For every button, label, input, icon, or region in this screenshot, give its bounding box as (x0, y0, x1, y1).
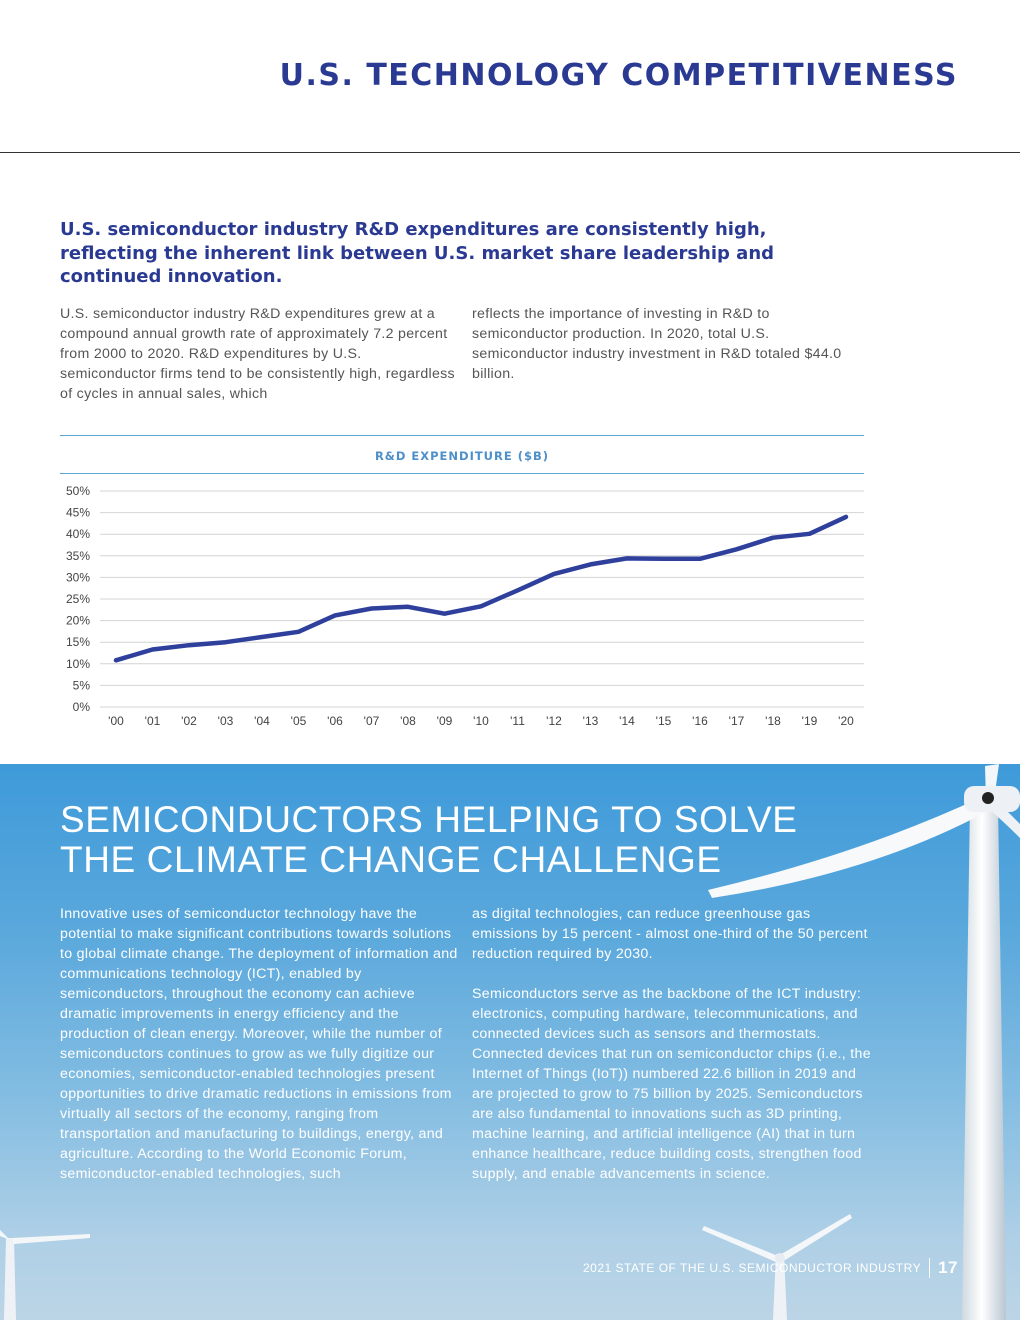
x-tick-label: '04 (254, 714, 270, 728)
x-tick-label: '06 (327, 714, 343, 728)
rd-headline: U.S. semiconductor industry R&D expenditures are consistently high, reflecting the inherent link between U.S. market share leadership and continued innovation. (60, 219, 775, 287)
y-tick-label: 40% (65, 527, 90, 542)
x-tick-label: '08 (400, 714, 416, 728)
climate-hero (0, 764, 1020, 1320)
y-tick-label: 0% (72, 700, 90, 714)
y-tick-label: 25% (65, 592, 90, 606)
y-tick-label: 45% (65, 505, 90, 520)
climate-body-right-p2: Semiconductors serve as the backbone of the ICT industry: electronics, computing hardware, telecommunications, and connected devices such as sensors and thermostats. Connected devices that run on semiconductor chips (i.e., the Internet of Things (IoT)) numbered 22.6 billion in 2019 and are projected to grow to 75 billion by 2025. Semiconductors are also fundamental to innovations such as 3D printing, machine learning, and artificial intelligence (AI) that in turn enhance healthcare, reduce building costs, strengthen food supply, and enable advancements in science. (472, 986, 871, 1182)
x-tick-label: '14 (619, 714, 635, 728)
x-tick-label: '12 (546, 714, 562, 728)
y-tick-label: 15% (65, 635, 90, 650)
x-tick-label: '01 (144, 714, 161, 728)
climate-title (60, 800, 820, 880)
y-tick-label: 20% (65, 613, 90, 628)
y-tick-label: 35% (65, 548, 90, 563)
x-tick-label: '20 (838, 714, 854, 728)
x-tick-label: '19 (801, 714, 818, 728)
header-divider (0, 152, 1020, 153)
y-tick-label: 50% (65, 484, 90, 498)
x-tick-label: '17 (728, 714, 745, 728)
rd-body-left: U.S. semiconductor industry R&D expenditures grew at a compound annual growth rate of approximately 7.2 percent from 2000 to 2020. R&D expenditures by U.S. semiconductor firms tend to be consistently high, regardless of cycles in annual sales, which (60, 306, 455, 402)
climate-body-left: Innovative uses of semiconductor technology have the potential to make significant contributions towards solutions to global climate change. The deployment of information and communications technology (ICT), enabled by semiconductors, throughout the economy can achieve dramatic improvements in energy efficiency and the production of clean energy. Moreover, while the number of semiconductors continues to grow as we fully digitize our economies, semiconductor-enabled technologies present opportunities to drive dramatic reductions in emissions from virtually all sectors of the economy, ranging from transportation and manufacturing to buildings, energy, and agriculture. According to the World Economic Forum, semiconductor-enabled technologies, such (60, 906, 458, 1182)
rd-expenditure-chart (0, 476, 1020, 740)
x-tick-label: '00 (108, 714, 124, 728)
page-number: 17 (938, 1258, 958, 1277)
y-tick-label: 5% (72, 678, 90, 693)
y-tick-label: 10% (65, 656, 90, 671)
x-tick-label: '09 (436, 714, 453, 728)
x-tick-label: '13 (582, 714, 599, 728)
series-line (116, 517, 846, 660)
chart-title: R&D EXPENDITURE ($B) (374, 449, 550, 463)
climate-body-right (472, 904, 872, 1204)
x-tick-label: '11 (510, 714, 525, 728)
x-tick-label: '03 (217, 714, 234, 728)
rd-body-right: reflects the importance of investing in R&D to semiconductor production. In 2020, total U.S. semiconductor industry investment in R&D totaled $44.0 billion. (472, 306, 842, 382)
page-footer (583, 1258, 958, 1278)
chart-top-rule (60, 435, 864, 436)
chart-title-rule (60, 473, 864, 474)
x-tick-label: '02 (181, 714, 197, 728)
footer-separator (929, 1258, 930, 1278)
section-title: U.S. TECHNOLOGY COMPETITIVENESS (279, 58, 958, 93)
climate-body-right-p1: as digital technologies, can reduce greenhouse gas emissions by 15 percent - almost one-third of the 50 percent reduction required by 2030. (472, 906, 868, 962)
x-tick-label: '15 (655, 714, 672, 728)
x-tick-label: '05 (290, 714, 307, 728)
climate-title-line1: SEMICONDUCTORS HELPING TO SOLVE (60, 799, 798, 840)
x-tick-label: '07 (363, 714, 380, 728)
x-tick-label: '18 (765, 714, 781, 728)
x-tick-label: '16 (692, 714, 708, 728)
footer-report-name: 2021 STATE OF THE U.S. SEMICONDUCTOR INDUSTRY (582, 1261, 922, 1275)
climate-title-line2: THE CLIMATE CHANGE CHALLENGE (60, 839, 722, 880)
x-tick-label: '10 (473, 714, 489, 728)
y-tick-label: 30% (65, 570, 90, 585)
